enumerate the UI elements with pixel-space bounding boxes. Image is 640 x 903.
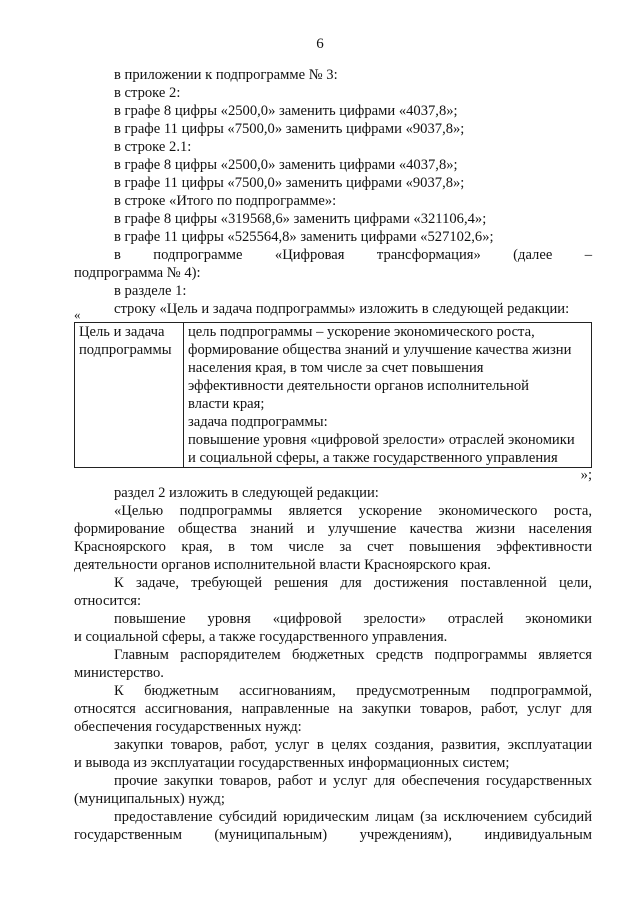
body-line: и вывода из эксплуатации государственных информационных систем; [74,755,510,771]
open-quote: « [74,307,81,322]
body-line: государственным (муниципальным) учреждениям), индивидуальным [74,827,592,843]
text-line: в строке «Итого по подпрограмме»: [114,193,337,209]
body-line: прочие закупки товаров, работ и услуг для обеспечения государственных [114,773,592,789]
goal-label-line: подпрограммы [79,342,172,358]
goal-table-content-cell [184,323,592,468]
body-line: закупки товаров, работ, услуг в целях создания, развития, эксплуатации [114,737,592,753]
goal-table-label-cell [75,323,184,468]
goal-table-row [75,323,592,468]
body-line: деятельности органов исполнительной власти Красноярского края. [74,557,491,573]
text-line: в графе 8 цифры «319568,6» заменить цифрами «321106,4»; [114,211,487,227]
body-line: и социальной сферы, а также государственного управления. [74,629,448,645]
goal-content-line: и социальной сферы, а также государственного управления [188,450,558,466]
section-line: в разделе 1: [114,283,187,299]
body-line: обеспечения государственных нужд: [74,719,302,735]
text-line: в графе 11 цифры «7500,0» заменить цифрами «9037,8»; [114,121,465,137]
goal-content-line: формирование общества знаний и улучшение качества жизни [188,342,572,358]
goal-content-line: задача подпрограммы: [188,414,328,430]
goal-table [74,322,592,468]
text-line: в графе 11 цифры «525564,8» заменить цифрами «527102,6»; [114,229,494,245]
goal-content-line: власти края; [188,396,265,412]
goal-content-line: эффективности деятельности органов исполнительной [188,378,529,394]
body-line: (муниципальных) нужд; [74,791,225,807]
goal-label-line: Цель и задача [79,324,165,340]
body-line: формирование общества знаний и улучшение качества жизни населения [74,521,592,537]
page-number: 6 [316,36,324,52]
section2-intro: раздел 2 изложить в следующей редакции: [114,485,379,501]
body-line: Красноярского края, в том числе за счет повышения эффективности [74,539,592,555]
body-line: повышение уровня «цифровой зрелости» отраслей экономики [114,611,592,627]
close-quote: »; [580,467,592,483]
body-line: К бюджетным ассигнованиям, предусмотренным подпрограммой, [114,683,592,699]
body-line: Главным распорядителем бюджетных средств подпрограммы является [114,647,592,663]
text-line: в приложении к подпрограмме № 3: [114,67,338,83]
subprogram-intro-line: подпрограмма № 4): [74,265,201,281]
row-instruction: строку «Цель и задача подпрограммы» изложить в следующей редакции: [114,301,570,317]
text-line: в строке 2: [114,85,181,101]
body-line: К задаче, требующей решения для достижения поставленной цели, [114,575,592,591]
subprogram-intro-line: в подпрограмме «Цифровая трансформация» (далее – [114,247,592,263]
text-line: в графе 11 цифры «7500,0» заменить цифрами «9037,8»; [114,175,465,191]
goal-content-line: повышение уровня «цифровой зрелости» отраслей экономики [188,432,575,448]
text-line: в графе 8 цифры «2500,0» заменить цифрами «4037,8»; [114,103,458,119]
body-line: относятся ассигнования, направленные на закупки товаров, работ, услуг для [74,701,592,717]
body-line: относится: [74,593,142,609]
body-line: «Целью подпрограммы является ускорение экономического роста, [114,503,592,519]
body-line: предоставление субсидий юридическим лицам (за исключением субсидий [114,809,592,825]
body-line: министерство. [74,665,164,681]
text-line: в графе 8 цифры «2500,0» заменить цифрами «4037,8»; [114,157,458,173]
goal-content-line: цель подпрограммы – ускорение экономического роста, [188,324,535,340]
goal-content-line: населения края, в том числе за счет повышения [188,360,484,376]
text-line: в строке 2.1: [114,139,192,155]
